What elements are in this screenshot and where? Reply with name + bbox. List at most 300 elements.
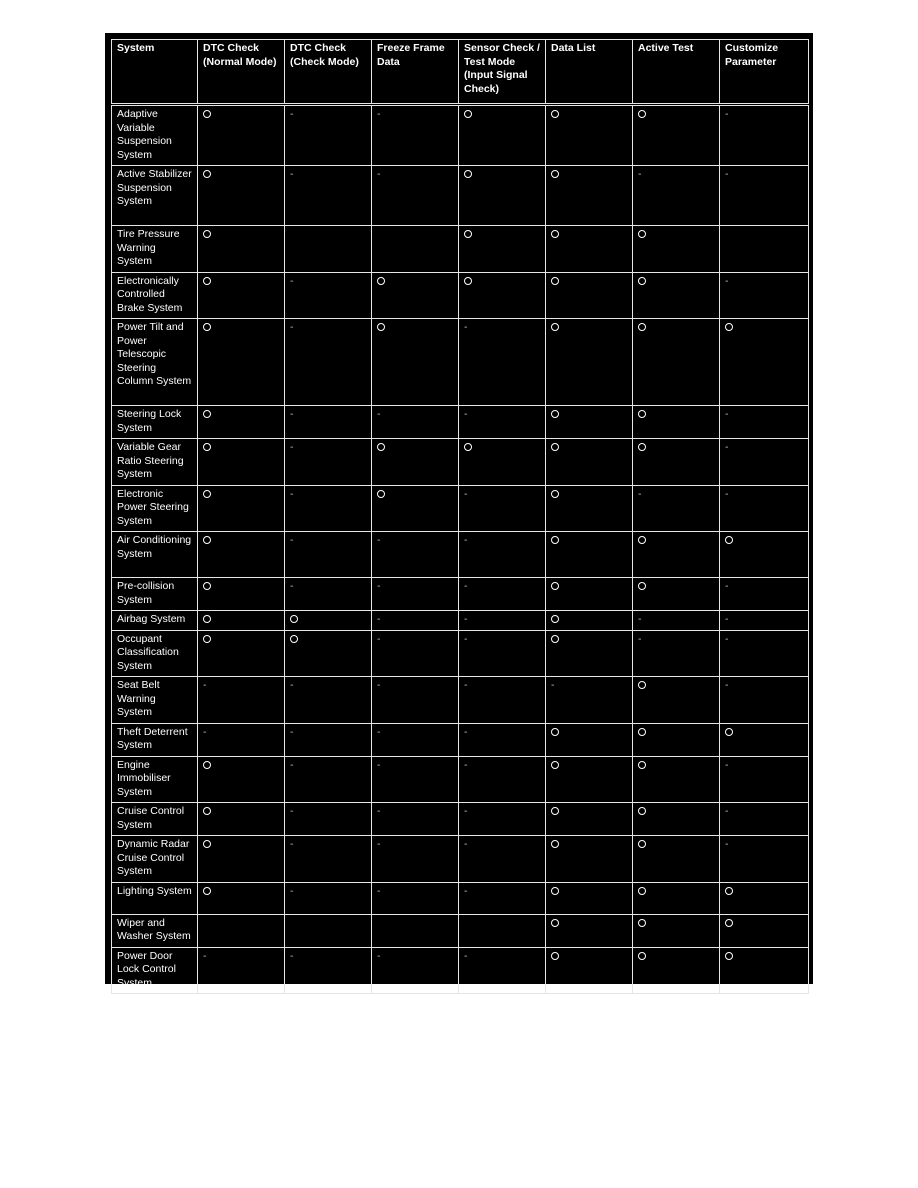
not-supported-dash-mark: - bbox=[725, 580, 729, 592]
supported-circle-mark bbox=[551, 919, 559, 927]
supported-circle-mark bbox=[464, 230, 472, 238]
function-mark-cell bbox=[285, 947, 372, 994]
system-name-cell: Variable Gear Ratio Steering System bbox=[112, 439, 198, 486]
function-mark-cell bbox=[459, 532, 546, 578]
table-row bbox=[112, 532, 809, 578]
header-data-list: Data List bbox=[546, 40, 633, 105]
function-mark-cell bbox=[633, 677, 720, 724]
function-mark-cell bbox=[459, 756, 546, 803]
not-supported-dash-mark: - bbox=[377, 949, 381, 962]
function-mark-cell bbox=[198, 406, 285, 439]
function-mark-cell bbox=[459, 166, 546, 226]
supported-circle-mark bbox=[638, 840, 646, 848]
function-mark-cell bbox=[285, 439, 372, 486]
function-mark-cell bbox=[198, 723, 285, 756]
supported-circle-mark bbox=[551, 887, 559, 895]
not-supported-dash-mark: - bbox=[377, 758, 381, 771]
supported-circle-mark bbox=[203, 230, 211, 238]
function-mark-cell bbox=[372, 723, 459, 756]
not-supported-dash-mark: - bbox=[290, 108, 294, 120]
function-mark-cell bbox=[285, 803, 372, 836]
function-mark-cell bbox=[285, 677, 372, 724]
function-mark-cell bbox=[546, 611, 633, 631]
supported-circle-mark bbox=[203, 443, 211, 451]
supported-circle-mark bbox=[725, 919, 733, 927]
function-mark-cell bbox=[633, 803, 720, 836]
table-body bbox=[112, 105, 809, 994]
system-name-cell: Power Door Lock Control System bbox=[112, 947, 198, 994]
function-mark-cell bbox=[720, 319, 809, 406]
not-supported-dash-mark: - bbox=[464, 408, 468, 420]
function-mark-cell bbox=[285, 836, 372, 883]
not-supported-dash-mark: - bbox=[725, 632, 729, 645]
function-mark-cell bbox=[720, 611, 809, 631]
supported-circle-mark bbox=[551, 536, 559, 544]
function-mark-cell bbox=[720, 914, 809, 947]
not-supported-dash-mark: - bbox=[290, 168, 294, 180]
supported-circle-mark bbox=[638, 582, 646, 590]
function-mark-cell bbox=[285, 723, 372, 756]
supported-circle-mark bbox=[638, 110, 646, 118]
supported-circle-mark bbox=[203, 490, 211, 498]
not-supported-dash-mark: - bbox=[290, 805, 294, 817]
system-name-cell: Tire Pressure Warning System bbox=[112, 226, 198, 273]
function-mark-cell bbox=[546, 166, 633, 226]
supported-circle-mark bbox=[203, 887, 211, 895]
system-name-cell: Steering Lock System bbox=[112, 406, 198, 439]
supported-circle-mark bbox=[638, 681, 646, 689]
function-mark-cell bbox=[546, 723, 633, 756]
function-mark-cell bbox=[546, 319, 633, 406]
function-mark-cell bbox=[546, 485, 633, 532]
supported-circle-mark bbox=[290, 635, 298, 643]
not-supported-dash-mark: - bbox=[290, 441, 294, 453]
not-supported-dash-mark: - bbox=[638, 632, 642, 645]
supported-circle-mark bbox=[551, 110, 559, 118]
not-supported-dash-mark: - bbox=[638, 487, 642, 500]
supported-circle-mark bbox=[203, 170, 211, 178]
not-supported-dash-mark: - bbox=[464, 758, 468, 771]
function-mark-cell bbox=[546, 677, 633, 724]
supported-circle-mark bbox=[551, 490, 559, 498]
not-supported-dash-mark: - bbox=[290, 274, 294, 287]
table-row bbox=[112, 882, 809, 914]
table-row bbox=[112, 272, 809, 319]
function-mark-cell bbox=[720, 756, 809, 803]
system-name-cell: Dynamic Radar Cruise Control System bbox=[112, 836, 198, 883]
system-name-cell: Lighting System bbox=[112, 882, 198, 914]
function-mark-cell bbox=[720, 406, 809, 439]
function-mark-cell bbox=[285, 406, 372, 439]
supported-circle-mark bbox=[725, 887, 733, 895]
supported-circle-mark bbox=[638, 807, 646, 815]
function-mark-cell bbox=[546, 226, 633, 273]
system-name-cell: Electronic Power Steering System bbox=[112, 485, 198, 532]
not-supported-dash-mark: - bbox=[725, 108, 729, 120]
function-mark-cell bbox=[372, 578, 459, 611]
function-mark-cell bbox=[633, 105, 720, 166]
system-name-cell: Engine Immobiliser System bbox=[112, 756, 198, 803]
function-mark-cell bbox=[285, 532, 372, 578]
function-mark-cell bbox=[633, 756, 720, 803]
supported-circle-mark bbox=[203, 761, 211, 769]
not-supported-dash-mark: - bbox=[725, 274, 729, 287]
not-supported-dash-mark: - bbox=[377, 884, 381, 897]
not-supported-dash-mark: - bbox=[203, 679, 207, 691]
function-mark-cell bbox=[633, 166, 720, 226]
header-dtc-check-normal-mode: DTC Check (Normal Mode) bbox=[198, 40, 285, 105]
header-system: System bbox=[112, 40, 198, 105]
function-mark-cell bbox=[546, 914, 633, 947]
function-mark-cell bbox=[372, 105, 459, 166]
function-mark-cell bbox=[459, 882, 546, 914]
not-supported-dash-mark: - bbox=[638, 613, 642, 625]
not-supported-dash-mark: - bbox=[377, 613, 381, 625]
function-mark-cell bbox=[372, 947, 459, 994]
function-mark-cell bbox=[285, 226, 372, 273]
function-mark-cell bbox=[372, 406, 459, 439]
supported-circle-mark bbox=[464, 277, 472, 285]
function-mark-cell bbox=[546, 756, 633, 803]
not-supported-dash-mark: - bbox=[725, 613, 729, 625]
not-supported-dash-mark: - bbox=[725, 487, 729, 500]
function-mark-cell bbox=[720, 723, 809, 756]
table-row bbox=[112, 611, 809, 631]
function-mark-cell bbox=[285, 756, 372, 803]
function-mark-cell bbox=[459, 723, 546, 756]
function-mark-cell bbox=[546, 105, 633, 166]
function-mark-cell bbox=[198, 532, 285, 578]
table-row bbox=[112, 166, 809, 226]
supported-circle-mark bbox=[725, 323, 733, 331]
function-mark-cell bbox=[459, 803, 546, 836]
supported-circle-mark bbox=[551, 615, 559, 623]
function-mark-cell bbox=[720, 272, 809, 319]
not-supported-dash-mark: - bbox=[290, 408, 294, 420]
function-mark-cell bbox=[720, 105, 809, 166]
supported-circle-mark bbox=[551, 582, 559, 590]
supported-circle-mark bbox=[551, 230, 559, 238]
function-mark-cell bbox=[459, 914, 546, 947]
table-row bbox=[112, 406, 809, 439]
not-supported-dash-mark: - bbox=[464, 487, 468, 500]
supported-circle-mark bbox=[377, 323, 385, 331]
function-mark-cell bbox=[633, 914, 720, 947]
function-mark-cell bbox=[459, 836, 546, 883]
function-mark-cell bbox=[372, 756, 459, 803]
system-name-cell: Wiper and Washer System bbox=[112, 914, 198, 947]
not-supported-dash-mark: - bbox=[290, 758, 294, 771]
function-mark-cell bbox=[633, 485, 720, 532]
function-mark-cell bbox=[198, 611, 285, 631]
not-supported-dash-mark: - bbox=[290, 580, 294, 592]
not-supported-dash-mark: - bbox=[203, 949, 207, 962]
function-mark-cell bbox=[459, 439, 546, 486]
supported-circle-mark bbox=[638, 410, 646, 418]
function-mark-cell bbox=[198, 677, 285, 724]
function-mark-cell bbox=[372, 803, 459, 836]
system-name-cell: Adaptive Variable Suspension System bbox=[112, 105, 198, 166]
function-mark-cell bbox=[372, 226, 459, 273]
not-supported-dash-mark: - bbox=[464, 805, 468, 817]
header-freeze-frame-data: Freeze Frame Data bbox=[372, 40, 459, 105]
not-supported-dash-mark: - bbox=[290, 679, 294, 691]
supported-circle-mark bbox=[290, 615, 298, 623]
system-name-cell: Airbag System bbox=[112, 611, 198, 631]
not-supported-dash-mark: - bbox=[290, 534, 294, 546]
function-mark-cell bbox=[372, 485, 459, 532]
supported-circle-mark bbox=[638, 887, 646, 895]
function-mark-cell bbox=[546, 882, 633, 914]
function-mark-cell bbox=[198, 105, 285, 166]
supported-circle-mark bbox=[551, 952, 559, 960]
not-supported-dash-mark: - bbox=[464, 949, 468, 962]
function-mark-cell bbox=[198, 226, 285, 273]
not-supported-dash-mark: - bbox=[377, 534, 381, 546]
supported-circle-mark bbox=[638, 919, 646, 927]
not-supported-dash-mark: - bbox=[290, 884, 294, 897]
not-supported-dash-mark: - bbox=[290, 949, 294, 962]
function-mark-cell bbox=[633, 532, 720, 578]
supported-circle-mark bbox=[551, 410, 559, 418]
function-mark-cell bbox=[720, 485, 809, 532]
supported-circle-mark bbox=[203, 277, 211, 285]
supported-circle-mark bbox=[203, 807, 211, 815]
not-supported-dash-mark: - bbox=[464, 838, 468, 850]
supported-circle-mark bbox=[551, 761, 559, 769]
function-mark-cell bbox=[372, 836, 459, 883]
function-mark-cell bbox=[372, 882, 459, 914]
not-supported-dash-mark: - bbox=[203, 725, 207, 738]
not-supported-dash-mark: - bbox=[377, 725, 381, 738]
function-mark-cell bbox=[633, 836, 720, 883]
table-row bbox=[112, 485, 809, 532]
not-supported-dash-mark: - bbox=[377, 580, 381, 592]
function-mark-cell bbox=[198, 485, 285, 532]
function-mark-cell bbox=[633, 947, 720, 994]
supported-circle-mark bbox=[203, 536, 211, 544]
function-mark-cell bbox=[720, 166, 809, 226]
not-supported-dash-mark: - bbox=[551, 679, 555, 691]
function-mark-cell bbox=[546, 439, 633, 486]
supported-circle-mark bbox=[638, 761, 646, 769]
function-mark-cell bbox=[546, 836, 633, 883]
supported-circle-mark bbox=[551, 840, 559, 848]
function-mark-cell bbox=[546, 272, 633, 319]
function-mark-cell bbox=[720, 439, 809, 486]
function-mark-cell bbox=[720, 836, 809, 883]
function-mark-cell bbox=[285, 611, 372, 631]
supported-circle-mark bbox=[551, 807, 559, 815]
function-mark-cell bbox=[285, 914, 372, 947]
function-mark-cell bbox=[546, 630, 633, 677]
not-supported-dash-mark: - bbox=[464, 580, 468, 592]
function-mark-cell bbox=[372, 319, 459, 406]
not-supported-dash-mark: - bbox=[464, 679, 468, 691]
supported-circle-mark bbox=[377, 443, 385, 451]
function-mark-cell bbox=[633, 439, 720, 486]
function-mark-cell bbox=[198, 803, 285, 836]
function-mark-cell bbox=[285, 166, 372, 226]
function-mark-cell bbox=[720, 882, 809, 914]
function-mark-cell bbox=[720, 947, 809, 994]
not-supported-dash-mark: - bbox=[290, 838, 294, 850]
not-supported-dash-mark: - bbox=[377, 805, 381, 817]
supported-circle-mark bbox=[551, 728, 559, 736]
function-mark-cell bbox=[633, 882, 720, 914]
supported-circle-mark bbox=[638, 443, 646, 451]
not-supported-dash-mark: - bbox=[725, 679, 729, 691]
function-mark-cell bbox=[546, 532, 633, 578]
table-row bbox=[112, 947, 809, 994]
function-mark-cell bbox=[198, 836, 285, 883]
supported-circle-mark bbox=[203, 615, 211, 623]
supported-circle-mark bbox=[551, 323, 559, 331]
function-mark-cell bbox=[546, 406, 633, 439]
function-mark-cell bbox=[372, 914, 459, 947]
function-mark-cell bbox=[720, 226, 809, 273]
not-supported-dash-mark: - bbox=[377, 838, 381, 850]
supported-circle-mark bbox=[203, 110, 211, 118]
supported-circle-mark bbox=[638, 277, 646, 285]
function-mark-cell bbox=[459, 578, 546, 611]
not-supported-dash-mark: - bbox=[725, 758, 729, 771]
supported-circle-mark bbox=[551, 277, 559, 285]
function-mark-cell bbox=[459, 272, 546, 319]
function-mark-cell bbox=[633, 578, 720, 611]
function-mark-cell bbox=[459, 485, 546, 532]
system-name-cell: Cruise Control System bbox=[112, 803, 198, 836]
function-mark-cell bbox=[459, 105, 546, 166]
system-name-cell: Theft Deterrent System bbox=[112, 723, 198, 756]
table-row bbox=[112, 105, 809, 166]
function-mark-cell bbox=[546, 947, 633, 994]
header-sensor-check-test-mode: Sensor Check / Test Mode (Input Signal Check) bbox=[459, 40, 546, 105]
table-header-row bbox=[112, 40, 809, 105]
not-supported-dash-mark: - bbox=[725, 805, 729, 817]
supported-circle-mark bbox=[203, 635, 211, 643]
function-mark-cell bbox=[198, 319, 285, 406]
system-name-cell: Active Stabilizer Suspension System bbox=[112, 166, 198, 226]
supported-circle-mark bbox=[203, 582, 211, 590]
function-mark-cell bbox=[285, 578, 372, 611]
supported-circle-mark bbox=[638, 230, 646, 238]
supported-circle-mark bbox=[725, 952, 733, 960]
supported-circle-mark bbox=[638, 536, 646, 544]
system-name-cell: Electronically Controlled Brake System bbox=[112, 272, 198, 319]
system-name-cell: Occupant Classification System bbox=[112, 630, 198, 677]
function-mark-cell bbox=[285, 485, 372, 532]
table-row bbox=[112, 319, 809, 406]
not-supported-dash-mark: - bbox=[638, 168, 642, 180]
supported-circle-mark bbox=[203, 840, 211, 848]
not-supported-dash-mark: - bbox=[464, 321, 468, 333]
function-mark-cell bbox=[546, 578, 633, 611]
not-supported-dash-mark: - bbox=[464, 632, 468, 645]
supported-circle-mark bbox=[638, 323, 646, 331]
function-mark-cell bbox=[633, 226, 720, 273]
function-mark-cell bbox=[372, 611, 459, 631]
not-supported-dash-mark: - bbox=[290, 321, 294, 333]
function-mark-cell bbox=[633, 272, 720, 319]
function-mark-cell bbox=[372, 532, 459, 578]
function-mark-cell bbox=[198, 630, 285, 677]
table-row bbox=[112, 630, 809, 677]
not-supported-dash-mark: - bbox=[377, 408, 381, 420]
function-mark-cell bbox=[285, 105, 372, 166]
function-mark-cell bbox=[633, 723, 720, 756]
not-supported-dash-mark: - bbox=[464, 884, 468, 897]
function-mark-cell bbox=[720, 578, 809, 611]
function-mark-cell bbox=[198, 439, 285, 486]
function-mark-cell bbox=[198, 914, 285, 947]
supported-circle-mark bbox=[203, 323, 211, 331]
table-row bbox=[112, 723, 809, 756]
supported-circle-mark bbox=[638, 728, 646, 736]
function-mark-cell bbox=[720, 630, 809, 677]
function-mark-cell bbox=[720, 803, 809, 836]
diagnostic-function-table-sheet bbox=[105, 33, 813, 989]
function-mark-cell bbox=[633, 319, 720, 406]
function-mark-cell bbox=[285, 630, 372, 677]
diagnostic-function-table bbox=[111, 39, 809, 994]
table-row bbox=[112, 756, 809, 803]
not-supported-dash-mark: - bbox=[725, 168, 729, 180]
supported-circle-mark bbox=[725, 536, 733, 544]
not-supported-dash-mark: - bbox=[464, 613, 468, 625]
function-mark-cell bbox=[372, 166, 459, 226]
table-row bbox=[112, 439, 809, 486]
supported-circle-mark bbox=[551, 443, 559, 451]
not-supported-dash-mark: - bbox=[725, 441, 729, 453]
function-mark-cell bbox=[198, 166, 285, 226]
table-row bbox=[112, 677, 809, 724]
not-supported-dash-mark: - bbox=[377, 632, 381, 645]
function-mark-cell bbox=[459, 319, 546, 406]
supported-circle-mark bbox=[377, 277, 385, 285]
function-mark-cell bbox=[372, 630, 459, 677]
header-dtc-check-check-mode: DTC Check (Check Mode) bbox=[285, 40, 372, 105]
function-mark-cell bbox=[546, 803, 633, 836]
function-mark-cell bbox=[198, 578, 285, 611]
function-mark-cell bbox=[285, 319, 372, 406]
function-mark-cell bbox=[372, 272, 459, 319]
not-supported-dash-mark: - bbox=[725, 408, 729, 420]
system-name-cell: Power Tilt and Power Telescopic Steering Column System bbox=[112, 319, 198, 406]
function-mark-cell bbox=[198, 947, 285, 994]
function-mark-cell bbox=[285, 272, 372, 319]
function-mark-cell bbox=[372, 439, 459, 486]
function-mark-cell bbox=[459, 226, 546, 273]
function-mark-cell bbox=[198, 756, 285, 803]
supported-circle-mark bbox=[203, 410, 211, 418]
not-supported-dash-mark: - bbox=[377, 679, 381, 691]
header-customize-parameter: Customize Parameter bbox=[720, 40, 809, 105]
supported-circle-mark bbox=[551, 170, 559, 178]
function-mark-cell bbox=[459, 677, 546, 724]
system-name-cell: Seat Belt Warning System bbox=[112, 677, 198, 724]
function-mark-cell bbox=[633, 611, 720, 631]
supported-circle-mark bbox=[551, 635, 559, 643]
function-mark-cell bbox=[459, 406, 546, 439]
function-mark-cell bbox=[459, 947, 546, 994]
not-supported-dash-mark: - bbox=[725, 838, 729, 850]
not-supported-dash-mark: - bbox=[290, 487, 294, 500]
header-active-test: Active Test bbox=[633, 40, 720, 105]
function-mark-cell bbox=[198, 272, 285, 319]
function-mark-cell bbox=[459, 630, 546, 677]
supported-circle-mark bbox=[464, 110, 472, 118]
